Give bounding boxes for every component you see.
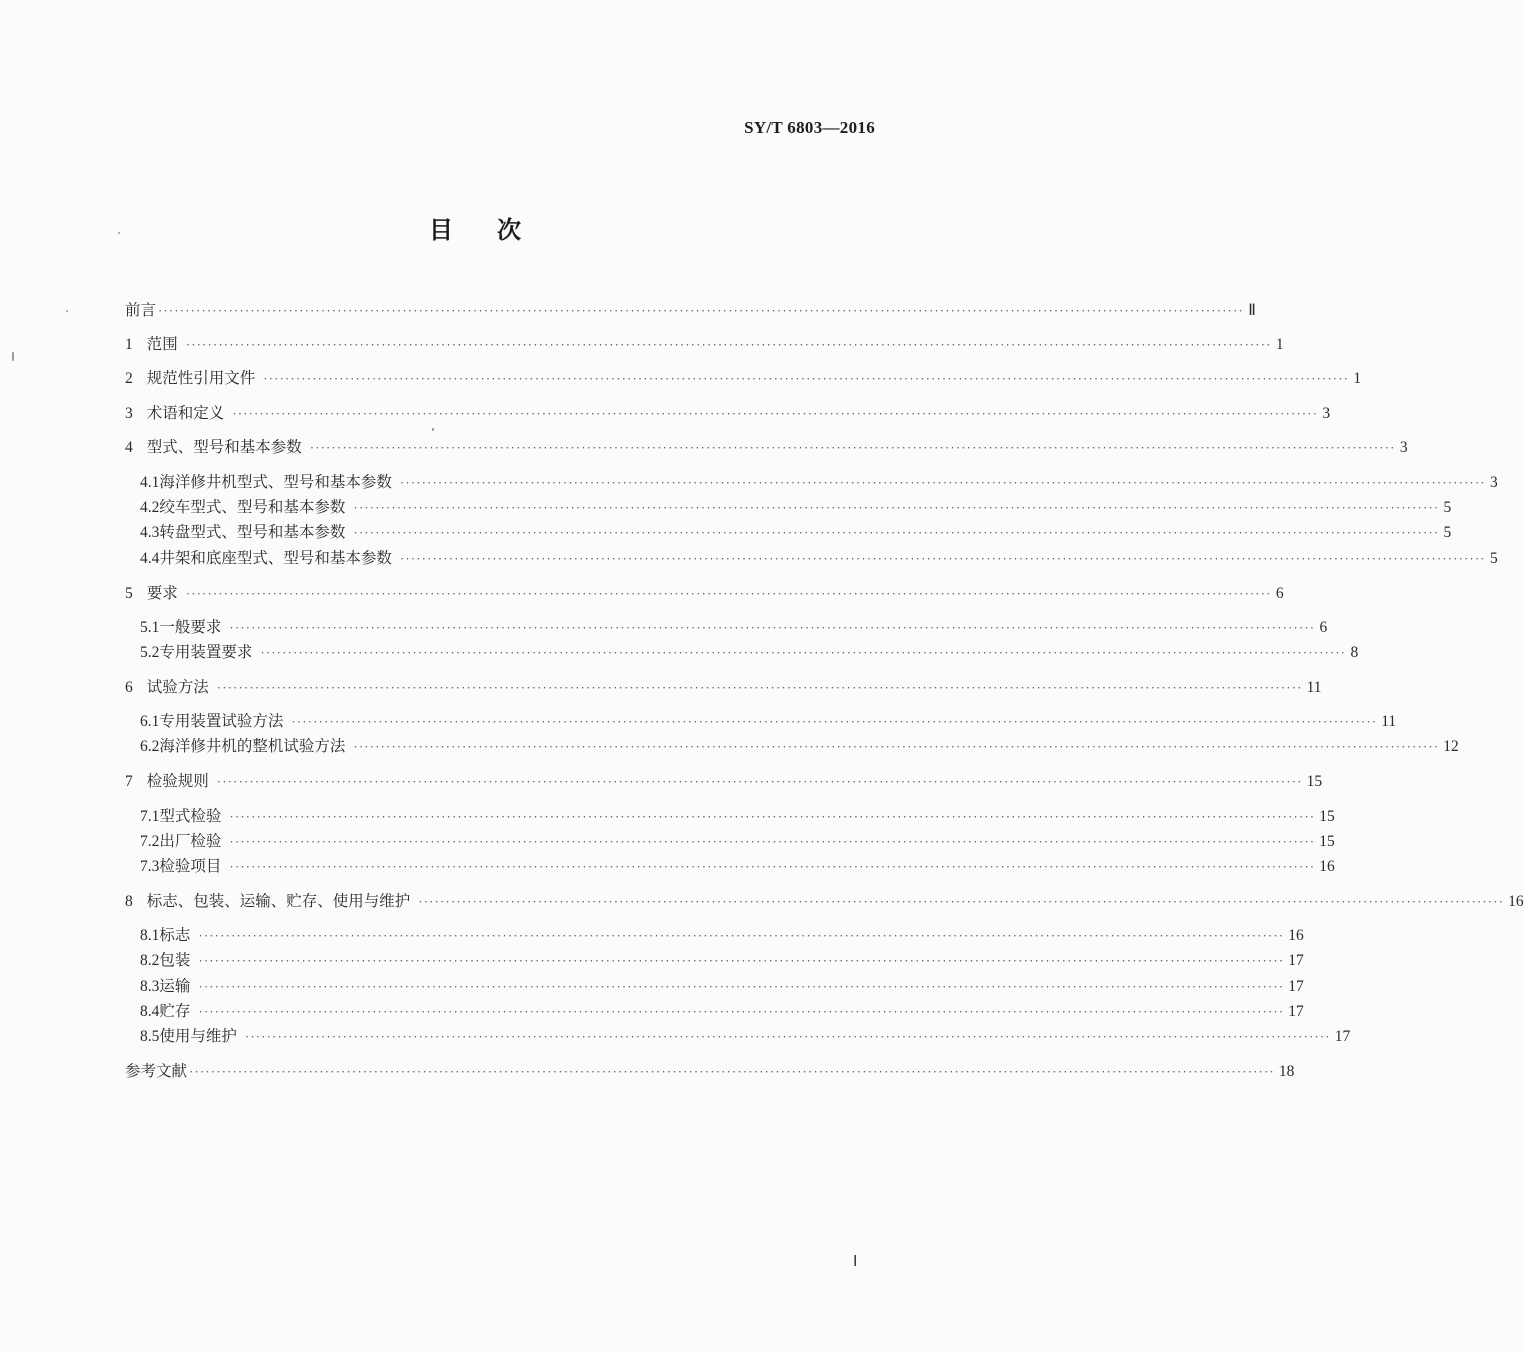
- standard-code: SY/T 6803—2016: [744, 118, 875, 137]
- dot-leader: ········································································································································································································: [198, 1004, 1285, 1019]
- dot-leader: ········································································································································································································: [198, 953, 1285, 968]
- toc-entry-label: 使用与维护: [159, 1027, 237, 1045]
- toc-entry-number: 6.1: [140, 713, 160, 730]
- toc-entry-page: 16: [1288, 927, 1304, 944]
- toc-entry-page: 6: [1275, 585, 1284, 602]
- toc-entry[interactable]: [125, 434, 1408, 460]
- toc-entry-number: 5.1: [140, 619, 160, 636]
- toc-entry-label: 绞车型式、型号和基本参数: [159, 498, 346, 516]
- toc-entry-label: 转盘型式、型号和基本参数: [159, 523, 346, 541]
- dot-leader: ········································································································································································································: [198, 928, 1285, 943]
- toc-entry-label: 海洋修井机的整机试验方法: [159, 737, 346, 755]
- dot-leader: ········································································································································································································: [291, 714, 1378, 729]
- toc-entry-page: 6: [1319, 619, 1328, 636]
- dot-leader: ········································································································································································································: [309, 440, 1396, 455]
- toc-entry[interactable]: [140, 494, 1452, 520]
- toc-entry-number: 4: [125, 439, 133, 456]
- toc-entry-page: 3: [1399, 439, 1408, 456]
- toc-entry-number: 1: [125, 336, 133, 353]
- toc-entry-label: 参考文献: [125, 1062, 188, 1080]
- toc-entry-label: 前言: [125, 301, 157, 319]
- toc-entry-label: 专用装置要求: [159, 643, 253, 661]
- toc-entry[interactable]: [140, 947, 1304, 973]
- toc-entry-label: 运输: [159, 977, 191, 995]
- toc-entry[interactable]: [125, 365, 1362, 391]
- toc-entry-page: 1: [1275, 336, 1284, 353]
- toc-entry-label: 海洋修井机型式、型号和基本参数: [159, 473, 392, 491]
- toc-entry[interactable]: [125, 674, 1322, 700]
- toc-entry-page: 8: [1350, 644, 1359, 661]
- toc-entry-page: 12: [1443, 738, 1459, 755]
- toc-entry-number: 7.1: [140, 808, 160, 825]
- toc-entry[interactable]: [140, 828, 1335, 854]
- toc-entry[interactable]: [125, 400, 1331, 426]
- toc-entry-number: 7.2: [140, 833, 160, 850]
- toc-entry[interactable]: [140, 639, 1359, 665]
- toc-entry-label: 标志: [159, 926, 191, 944]
- toc-entry-page: 5: [1443, 499, 1452, 516]
- dot-leader: ········································································································································································································: [399, 475, 1486, 490]
- toc-entry-page: 1: [1353, 370, 1362, 387]
- toc-entry-page: 17: [1334, 1028, 1351, 1045]
- dot-leader: ········································································································································································································: [216, 680, 1303, 695]
- toc-entry-label: 型式、型号和基本参数: [146, 438, 302, 456]
- dot-leader: ········································································································································································································: [353, 739, 1440, 754]
- toc-entry-page: 16: [1319, 858, 1335, 875]
- page-number: Ⅰ: [853, 1254, 858, 1270]
- toc-entry-number: 7.3: [140, 858, 160, 875]
- dot-leader: ········································································································································································································: [198, 979, 1285, 994]
- dot-leader: ········································································································································································································: [260, 645, 1347, 660]
- toc-entry[interactable]: [140, 922, 1304, 948]
- dot-leader: ········································································································································································································: [229, 809, 1316, 824]
- dot-leader: ········································································································································································································: [244, 1029, 1331, 1044]
- toc-entry-number: 7: [125, 773, 133, 790]
- toc-entry-number: 8.1: [140, 927, 160, 944]
- dot-leader: ········································································································································································································: [189, 1064, 1275, 1079]
- toc-entry-number: 3: [125, 405, 133, 422]
- toc-entry-label: 检验规则: [146, 772, 209, 790]
- toc-entry-label: 检验项目: [159, 857, 222, 875]
- toc-entry-number: 8.2: [140, 952, 160, 969]
- toc-entry-label: 型式检验: [159, 807, 222, 825]
- toc-entry-label: 范围: [146, 335, 178, 353]
- toc-entry[interactable]: [140, 803, 1335, 829]
- toc-entry[interactable]: [125, 297, 1256, 323]
- toc-entry[interactable]: [140, 733, 1459, 759]
- toc-entry-number: 4.3: [140, 524, 160, 541]
- toc-entry-page: 3: [1322, 405, 1331, 422]
- toc-entry-page: 5: [1443, 524, 1452, 541]
- toc-entry[interactable]: [140, 1023, 1351, 1049]
- dot-leader: ········································································································································································································: [418, 894, 1505, 909]
- dot-leader: ········································································································································································································: [229, 834, 1316, 849]
- toc-entry-page: 15: [1319, 808, 1335, 825]
- dot-leader: ········································································································································································································: [185, 337, 1272, 352]
- dot-leader: ········································································································································································································: [353, 525, 1440, 540]
- toc-entry[interactable]: [125, 1058, 1295, 1084]
- scan-speck: [12, 352, 14, 361]
- toc-entry[interactable]: [140, 973, 1304, 999]
- toc-entry-label: 专用装置试验方法: [159, 712, 284, 730]
- toc-entry-label: 标志、包装、运输、贮存、使用与维护: [146, 892, 411, 910]
- toc-entry-number: 2: [125, 370, 133, 387]
- toc-entry-page: 15: [1306, 773, 1323, 790]
- toc-entry[interactable]: [140, 853, 1335, 879]
- toc-entry-label: 规范性引用文件: [146, 369, 256, 387]
- toc-entry[interactable]: [140, 614, 1328, 640]
- dot-leader: ········································································································································································································: [229, 620, 1316, 635]
- toc-entry[interactable]: [140, 469, 1498, 495]
- toc-entry[interactable]: [125, 331, 1284, 357]
- toc-entry-number: 5.2: [140, 644, 160, 661]
- toc-entry[interactable]: [125, 888, 1524, 914]
- dot-leader: ········································································································································································································: [216, 774, 1303, 789]
- toc-entry-page: Ⅱ: [1248, 302, 1256, 319]
- toc-entry-label: 包装: [159, 951, 191, 969]
- dot-leader: ········································································································································································································: [158, 303, 1244, 318]
- toc-entry-number: 4.4: [140, 550, 160, 567]
- dot-leader: ········································································································································································································: [399, 551, 1486, 566]
- toc-entry[interactable]: [140, 998, 1304, 1024]
- dot-leader: ········································································································································································································: [185, 586, 1272, 601]
- dot-leader: ········································································································································································································: [263, 371, 1350, 386]
- toc-entry-label: 贮存: [159, 1002, 191, 1020]
- toc-entry-label: 要求: [146, 584, 178, 602]
- toc-entry-page: 17: [1288, 1003, 1304, 1020]
- page-title: 目次: [429, 216, 565, 244]
- toc-entry-number: 8.5: [140, 1028, 160, 1045]
- toc-entry-page: 18: [1278, 1063, 1295, 1080]
- toc-entry-label: 井架和底座型式、型号和基本参数: [159, 549, 392, 567]
- toc-entry-page: 16: [1508, 893, 1524, 910]
- toc-entry[interactable]: [140, 708, 1397, 734]
- toc-entry-number: 6.2: [140, 738, 160, 755]
- toc-entry[interactable]: [125, 768, 1323, 794]
- toc-entry-page: 11: [1381, 713, 1397, 730]
- toc-entry-label: 试验方法: [146, 678, 209, 696]
- toc-entry-number: 8.4: [140, 1003, 160, 1020]
- dot-leader: ········································································································································································································: [229, 859, 1316, 874]
- toc-entry-number: 8: [125, 893, 133, 910]
- scan-speck: [66, 310, 68, 312]
- scan-speck: [432, 428, 434, 431]
- scan-speck: [118, 232, 120, 234]
- toc-entry-page: 17: [1288, 978, 1304, 995]
- toc-entry-number: 6: [125, 679, 133, 696]
- toc-entry-page: 5: [1489, 550, 1498, 567]
- toc-entry-number: 5: [125, 585, 133, 602]
- dot-leader: ········································································································································································································: [353, 500, 1440, 515]
- toc-entry-page: 15: [1319, 833, 1335, 850]
- toc-entry-number: 4.1: [140, 474, 160, 491]
- toc-entry[interactable]: [140, 519, 1452, 545]
- toc-entry-label: 一般要求: [159, 618, 222, 636]
- toc-entry-page: 11: [1306, 679, 1322, 696]
- toc-entry-page: 3: [1489, 474, 1498, 491]
- toc-entry-number: 8.3: [140, 978, 160, 995]
- toc-entry-page: 17: [1288, 952, 1304, 969]
- toc-entry-number: 4.2: [140, 499, 160, 516]
- dot-leader: ········································································································································································································: [232, 406, 1319, 421]
- toc-entry-label: 术语和定义: [146, 404, 225, 422]
- toc-entry-label: 出厂检验: [159, 832, 222, 850]
- toc-entry[interactable]: [140, 545, 1498, 571]
- toc-entry[interactable]: [125, 580, 1284, 606]
